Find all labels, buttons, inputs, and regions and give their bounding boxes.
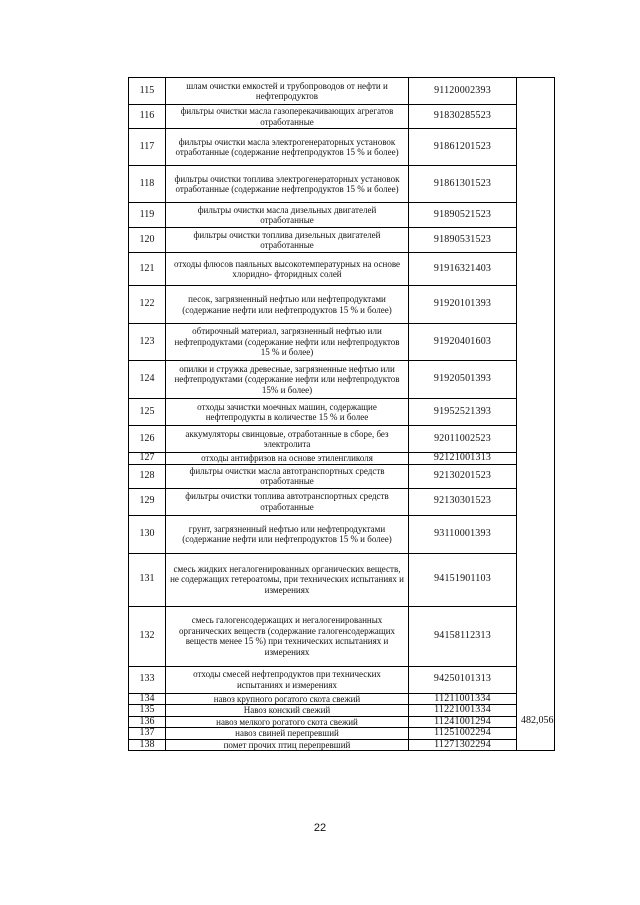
fkko-code: 91920101393 [409, 286, 517, 324]
table-row [129, 203, 555, 228]
waste-description: шлам очистки емкостей и трубопроводов от нефти и нефтепродуктов [166, 78, 409, 105]
waste-description: отходы смесей нефтепродуктов при технических испытаниях и измерениях [166, 666, 409, 693]
fkko-code: 94151901103 [409, 553, 517, 606]
waste-description: фильтры очистки масла автотранспортных средств отработанные [166, 464, 409, 488]
table-row [129, 716, 555, 728]
row-number: 128 [129, 464, 166, 488]
waste-description: фильтры очистки масла газоперекачивающих агрегатов отработанные [166, 105, 409, 129]
table-row [129, 166, 555, 203]
waste-description: отходы зачистки моечных машин, содержащие нефтепродукты в количестве 15 % и более [166, 399, 409, 426]
table-row [129, 78, 555, 105]
fkko-code: 11251002294 [409, 728, 517, 740]
waste-description: обтирочный материал, загрязненный нефтью или нефтепродуктами (содержание нефти или нефтепродуктов 15 % и более) [166, 324, 409, 361]
table-row [129, 705, 555, 717]
page-number: 22 [313, 822, 327, 834]
fkko-code: 91916321403 [409, 253, 517, 286]
table-row [129, 453, 555, 465]
row-number: 131 [129, 553, 166, 606]
row-number: 135 [129, 705, 166, 717]
table-row [129, 426, 555, 453]
waste-description: Навоз конский свежий [166, 705, 409, 717]
fkko-code: 91890521523 [409, 203, 517, 228]
row-number: 134 [129, 693, 166, 705]
fkko-code: 11211001334 [409, 693, 517, 705]
table-row [129, 129, 555, 166]
row-number: 119 [129, 203, 166, 228]
table-row [129, 286, 555, 324]
table-row [129, 361, 555, 399]
row-number: 129 [129, 488, 166, 515]
fkko-code: 91890531523 [409, 228, 517, 253]
waste-description: помет прочих птиц перепревший [166, 739, 409, 751]
row-number: 118 [129, 166, 166, 203]
table-row [129, 399, 555, 426]
row-number: 126 [129, 426, 166, 453]
table-row [129, 253, 555, 286]
waste-description: навоз крупного рогатого скота свежий [166, 693, 409, 705]
fkko-code: 91861201523 [409, 129, 517, 166]
fkko-code: 11271302294 [409, 739, 517, 751]
waste-description: смесь жидких негалогенированных органических веществ, не содержащих гетероатомы, при технических испытаниях и измерениях [166, 553, 409, 606]
row-number: 120 [129, 228, 166, 253]
row-number: 127 [129, 453, 166, 465]
row-number: 122 [129, 286, 166, 324]
waste-description: грунт, загрязненный нефтью или нефтепродуктами (содержание нефти или нефтепродуктов 15 % и более) [166, 515, 409, 553]
row-number: 125 [129, 399, 166, 426]
fkko-code: 11241001294 [409, 716, 517, 728]
table-row [129, 553, 555, 606]
waste-description: навоз свиней перепревший [166, 728, 409, 740]
fkko-code: 91920501393 [409, 361, 517, 399]
table-row [129, 739, 555, 751]
fkko-code: 94158112313 [409, 606, 517, 666]
waste-description: смесь галогенсодержащих и негалогенированных органических веществ (содержание галогенсодержащих веществ менее 15 %) при технических испытаниях и измерениях [166, 606, 409, 666]
row-number: 130 [129, 515, 166, 553]
fkko-code: 92121001313 [409, 453, 517, 465]
waste-description: фильтры очистки масла электрогенераторных установок отработанные (содержание нефтепродуктов 15 % и более) [166, 129, 409, 166]
row-number: 137 [129, 728, 166, 740]
fkko-code: 91952521393 [409, 399, 517, 426]
waste-description: фильтры очистки топлива автотранспортных средств отработанные [166, 488, 409, 515]
fkko-code: 93110001393 [409, 515, 517, 553]
table-row [129, 324, 555, 361]
fkko-code: 11221001334 [409, 705, 517, 717]
waste-description: опилки и стружка древесные, загрязненные нефтью или нефтепродуктами (содержание нефти или нефтепродуктов 15% и более) [166, 361, 409, 399]
fkko-code: 92011002523 [409, 426, 517, 453]
fkko-code: 91830285523 [409, 105, 517, 129]
table-row [129, 666, 555, 693]
table-row [129, 488, 555, 515]
row-number: 116 [129, 105, 166, 129]
waste-description: навоз мелкого рогатого скота свежий [166, 716, 409, 728]
row-number: 132 [129, 606, 166, 666]
table-row [129, 464, 555, 488]
waste-description: отходы антифризов на основе этиленгликоля [166, 453, 409, 465]
row-number: 136 [129, 716, 166, 728]
waste-description: песок, загрязненный нефтью или нефтепродуктами (содержание нефти или нефтепродуктов 15 % и более) [166, 286, 409, 324]
table-row [129, 606, 555, 666]
row-number: 138 [129, 739, 166, 751]
fkko-code: 92130201523 [409, 464, 517, 488]
table-row [129, 693, 555, 705]
waste-description: фильтры очистки топлива дизельных двигателей отработанные [166, 228, 409, 253]
table-row [129, 728, 555, 740]
table-row [129, 515, 555, 553]
row-number: 117 [129, 129, 166, 166]
row-number: 133 [129, 666, 166, 693]
waste-description: фильтры очистки масла дизельных двигателей отработанные [166, 203, 409, 228]
waste-table [128, 77, 555, 751]
table-row [129, 105, 555, 129]
waste-description: отходы флюсов паяльных высокотемпературных на основе хлоридно- фторидных солей [166, 253, 409, 286]
row-number: 121 [129, 253, 166, 286]
waste-description: аккумуляторы свинцовые, отработанные в сборе, без электролита [166, 426, 409, 453]
waste-description: фильтры очистки топлива электрогенераторных установок отработанные (содержание нефтепродуктов 15 % и более) [166, 166, 409, 203]
table-row [129, 228, 555, 253]
fkko-code: 91861301523 [409, 166, 517, 203]
row-number: 115 [129, 78, 166, 105]
total-quantity: 482,056 [517, 78, 555, 751]
row-number: 123 [129, 324, 166, 361]
fkko-code: 92130301523 [409, 488, 517, 515]
fkko-code: 91920401603 [409, 324, 517, 361]
fkko-code: 94250101313 [409, 666, 517, 693]
row-number: 124 [129, 361, 166, 399]
fkko-code: 91120002393 [409, 78, 517, 105]
